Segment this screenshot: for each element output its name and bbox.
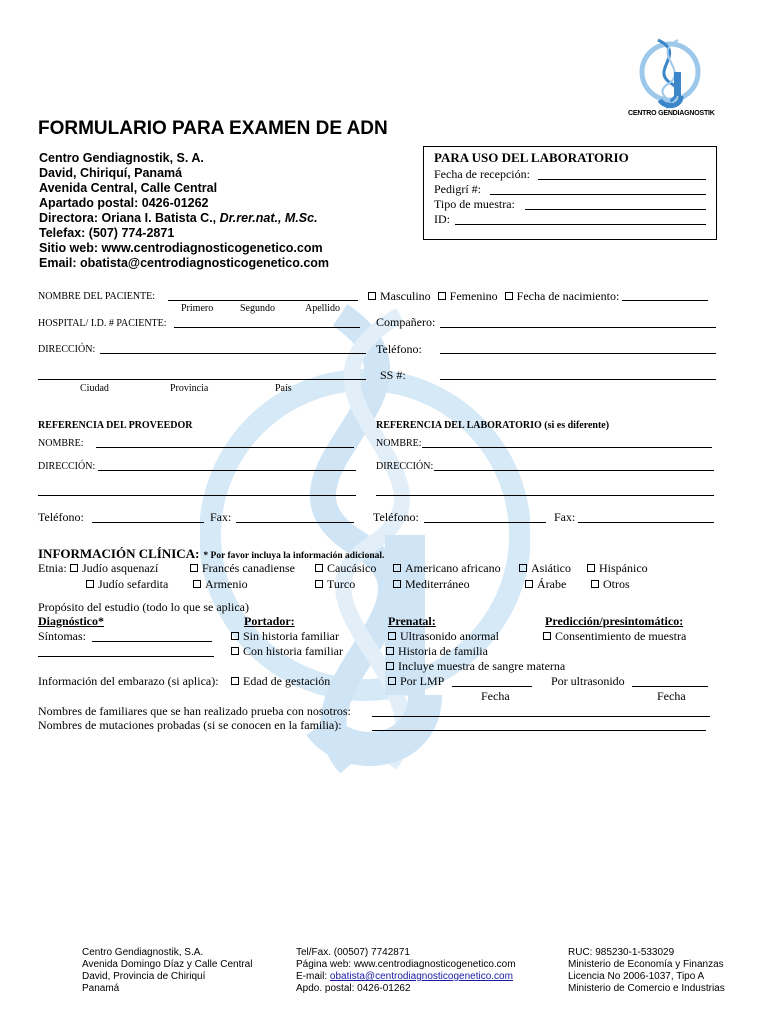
- abnormal-us-checkbox[interactable]: [388, 632, 396, 640]
- company-postal: Apartado postal: 0426-01262: [39, 196, 209, 210]
- logo: [628, 36, 715, 120]
- hospital-id-field[interactable]: [174, 327, 360, 328]
- eth-asian: Asiático: [519, 561, 571, 576]
- provider-fax-label: Fax:: [210, 510, 232, 524]
- mutations-tested-field[interactable]: [372, 730, 706, 731]
- lab-id-field[interactable]: [455, 224, 706, 225]
- diagnostic-heading: Diagnóstico*: [38, 614, 104, 628]
- eth-turkish: Turco: [315, 577, 355, 592]
- provider-fax-field[interactable]: [236, 522, 354, 523]
- company-name: Centro Gendiagnostik, S. A.: [39, 151, 204, 165]
- maternal-blood-checkbox[interactable]: [386, 662, 394, 670]
- birthdate-label: Fecha de nacimiento:: [516, 289, 620, 303]
- us-date-field[interactable]: [632, 686, 708, 687]
- lab-ref-phone-label: Teléfono:: [373, 510, 419, 524]
- consent-checkbox[interactable]: [543, 632, 551, 640]
- eth-caucasian-checkbox[interactable]: [315, 564, 323, 572]
- patient-location-field[interactable]: [38, 379, 366, 380]
- eth-ashkenazi: Judío asquenazí: [70, 561, 158, 576]
- eth-ashkenazi-checkbox[interactable]: [70, 564, 78, 572]
- eth-sephardic-checkbox[interactable]: [86, 580, 94, 588]
- predictive-heading: Predicción/presintomático:: [545, 614, 684, 628]
- male-label: Masculino: [380, 289, 431, 303]
- by-lmp-checkbox[interactable]: [388, 677, 396, 685]
- lmp-date-field[interactable]: [452, 686, 532, 687]
- patient-address-label: DIRECCIÓN:: [38, 344, 96, 355]
- patient-name-surname: Apellido: [305, 303, 340, 314]
- prenatal-heading: Prenatal:: [388, 614, 436, 628]
- patient-name-field[interactable]: [168, 300, 358, 301]
- dna-logo-icon: [628, 36, 708, 110]
- with-history-checkbox[interactable]: [231, 647, 239, 655]
- provider-address-field-2[interactable]: [38, 495, 356, 496]
- page-title: FORMULARIO PARA EXAMEN DE ADN: [38, 118, 388, 139]
- eth-french-canadian-checkbox[interactable]: [190, 564, 198, 572]
- company-info: [39, 151, 329, 271]
- patient-phone-label: Teléfono:: [376, 342, 422, 356]
- logo-caption: CENTRO GENDIAGNOSTIK: [628, 110, 715, 117]
- gestational-age-checkbox[interactable]: [231, 677, 239, 685]
- study-purpose: Propósito del estudio (todo lo que se aplica): [38, 600, 249, 614]
- relatives-tested-field[interactable]: [372, 716, 710, 717]
- lmp-date-caption: Fecha: [481, 689, 510, 703]
- eth-hispanic: Hispánico: [587, 561, 648, 576]
- provider-heading: REFERENCIA DEL PROVEEDOR: [38, 420, 193, 431]
- lab-ref-phone-field[interactable]: [424, 522, 546, 523]
- lab-box-heading: PARA USO DEL LABORATORIO: [434, 150, 629, 165]
- female-label: Femenino: [449, 289, 498, 303]
- companion-label: Compañero:: [376, 315, 436, 329]
- patient-phone-field[interactable]: [440, 353, 716, 354]
- lab-ref-heading: REFERENCIA DEL LABORATORIO (si es diferente): [376, 420, 610, 431]
- lab-reception-date-label: Fecha de recepción:: [434, 167, 530, 181]
- prenatal-family-history: Historia de familia: [386, 644, 488, 659]
- lab-ref-address-field[interactable]: [434, 470, 714, 471]
- provider-phone-field[interactable]: [92, 522, 204, 523]
- patient-province-label: Provincia: [170, 383, 209, 394]
- prenatal-abnormal-us: Ultrasonido anormal: [388, 629, 499, 644]
- eth-asian-checkbox[interactable]: [519, 564, 527, 572]
- company-city: David, Chiriquí, Panamá: [39, 166, 183, 180]
- lab-ref-fax-label: Fax:: [554, 510, 576, 524]
- eth-mediterranean: Mediterráneo: [393, 577, 470, 592]
- eth-arab: Árabe: [525, 577, 566, 592]
- eth-arab-checkbox[interactable]: [525, 580, 533, 588]
- eth-african-american-checkbox[interactable]: [393, 564, 401, 572]
- eth-hispanic-checkbox[interactable]: [587, 564, 595, 572]
- no-history-checkbox[interactable]: [231, 632, 239, 640]
- predictive-consent: Consentimiento de muestra: [543, 629, 686, 644]
- lab-reception-date-field[interactable]: [538, 179, 706, 180]
- symptoms-label: Síntomas:: [38, 629, 87, 643]
- eth-caucasian: Caucásico: [315, 561, 376, 576]
- symptoms-field[interactable]: [92, 641, 212, 642]
- eth-african-american: Americano africano: [393, 561, 501, 576]
- company-website: Sitio web: www.centrodiagnosticogenetico.com: [39, 241, 323, 255]
- family-history-checkbox[interactable]: [386, 647, 394, 655]
- patient-name-label: NOMBRE DEL PACIENTE:: [38, 291, 156, 302]
- lab-ref-address-label: DIRECCIÓN:: [376, 461, 434, 472]
- lab-ref-fax-field[interactable]: [578, 522, 714, 523]
- patient-city-label: Ciudad: [80, 383, 109, 394]
- provider-address-field[interactable]: [98, 470, 356, 471]
- gestational-age: Edad de gestación: [231, 674, 330, 689]
- lab-ref-address-field-2[interactable]: [376, 495, 714, 496]
- hospital-id-label: HOSPITAL/ I.D. # PACIENTE:: [38, 318, 167, 329]
- company-director: Directora: Oriana I. Batista C., Dr.rer.nat., M.Sc.: [39, 211, 318, 225]
- lab-id-label: ID:: [434, 212, 450, 226]
- birthdate-checkbox[interactable]: [505, 292, 513, 300]
- footer-col-registry: RUC: 985230-1-533029 Ministerio de Economía y Finanzas Licencia No 2006-1037, Tipo A Ministerio de Comercio e Industrias: [568, 947, 725, 994]
- eth-sephardic: Judío sefardita: [86, 577, 168, 592]
- patient-name-second: Segundo: [240, 303, 275, 314]
- clinical-note: * Por favor incluya la información adicional.: [203, 551, 385, 561]
- eth-armenian-checkbox[interactable]: [193, 580, 201, 588]
- clinical-heading: INFORMACIÓN CLÍNICA:: [38, 546, 200, 561]
- patient-country-label: País: [275, 383, 292, 394]
- symptoms-field-2[interactable]: [38, 656, 214, 657]
- lab-pedigree-field[interactable]: [490, 194, 706, 195]
- pregnancy-info-label: Información del embarazo (si aplica):: [38, 674, 219, 688]
- prenatal-by-lmp: Por LMP: [388, 674, 444, 689]
- companion-field[interactable]: [440, 327, 716, 328]
- mutations-tested-label: Nombres de mutaciones probadas (si se conocen en la familia):: [38, 718, 342, 732]
- footer-email-link[interactable]: obatista@centrodiagnosticogenetico.com: [329, 971, 513, 982]
- sex-options: [368, 289, 619, 304]
- patient-ss-field[interactable]: [440, 379, 716, 380]
- prenatal-maternal-blood: Incluye muestra de sangre materna: [386, 659, 565, 674]
- ethnicity-label: Etnia:: [38, 561, 67, 575]
- company-street: Avenida Central, Calle Central: [39, 181, 218, 195]
- male-checkbox[interactable]: [368, 292, 376, 300]
- relatives-tested-label: Nombres de familiares que se han realizado prueba con nosotros:: [38, 704, 351, 718]
- eth-other-checkbox[interactable]: [591, 580, 599, 588]
- provider-name-field[interactable]: [96, 447, 354, 448]
- carrier-no-history: Sin historia familiar: [231, 629, 339, 644]
- lab-ref-name-field[interactable]: [422, 447, 712, 448]
- lab-sample-type-label: Tipo de muestra:: [434, 197, 515, 211]
- eth-other: Otros: [591, 577, 630, 592]
- by-ultrasound-label: Por ultrasonido: [551, 674, 625, 688]
- provider-address-label: DIRECCIÓN:: [38, 461, 96, 472]
- carrier-heading: Portador:: [244, 614, 295, 628]
- eth-turkish-checkbox[interactable]: [315, 580, 323, 588]
- carrier-with-history: Con historia familiar: [231, 644, 343, 659]
- footer-col-contact: Tel/Fax. (00507) 7742871 Página web: www.centrodiagnosticogenetico.com E-mail: obatista@centrodiagnosticogenetico.com Apdo. postal: 0426-01262: [296, 947, 516, 994]
- company-telefax: Telefax: (507) 774-2871: [39, 226, 175, 240]
- eth-armenian: Armenio: [193, 577, 248, 592]
- patient-address-field[interactable]: [100, 353, 366, 354]
- lab-pedigree-label: Pedigrí #:: [434, 182, 481, 196]
- us-date-caption: Fecha: [657, 689, 686, 703]
- lab-sample-type-field[interactable]: [525, 209, 706, 210]
- provider-phone-label: Teléfono:: [38, 510, 84, 524]
- company-email: Email: obatista@centrodiagnosticogenetico.com: [39, 256, 330, 270]
- eth-french-canadian: Francés canadiense: [190, 561, 295, 576]
- footer-col-company: Centro Gendiagnostik, S.A. Avenida Domingo Díaz y Calle Central David, Provincia de Chiriquí Panamá: [82, 947, 253, 994]
- lab-ref-name-label: NOMBRE:: [376, 438, 422, 449]
- eth-mediterranean-checkbox[interactable]: [393, 580, 401, 588]
- birthdate-field[interactable]: [622, 300, 708, 301]
- patient-ss-label: SS #:: [380, 368, 406, 382]
- female-checkbox[interactable]: [438, 292, 446, 300]
- provider-name-label: NOMBRE:: [38, 438, 84, 449]
- patient-name-first: Primero: [181, 303, 214, 314]
